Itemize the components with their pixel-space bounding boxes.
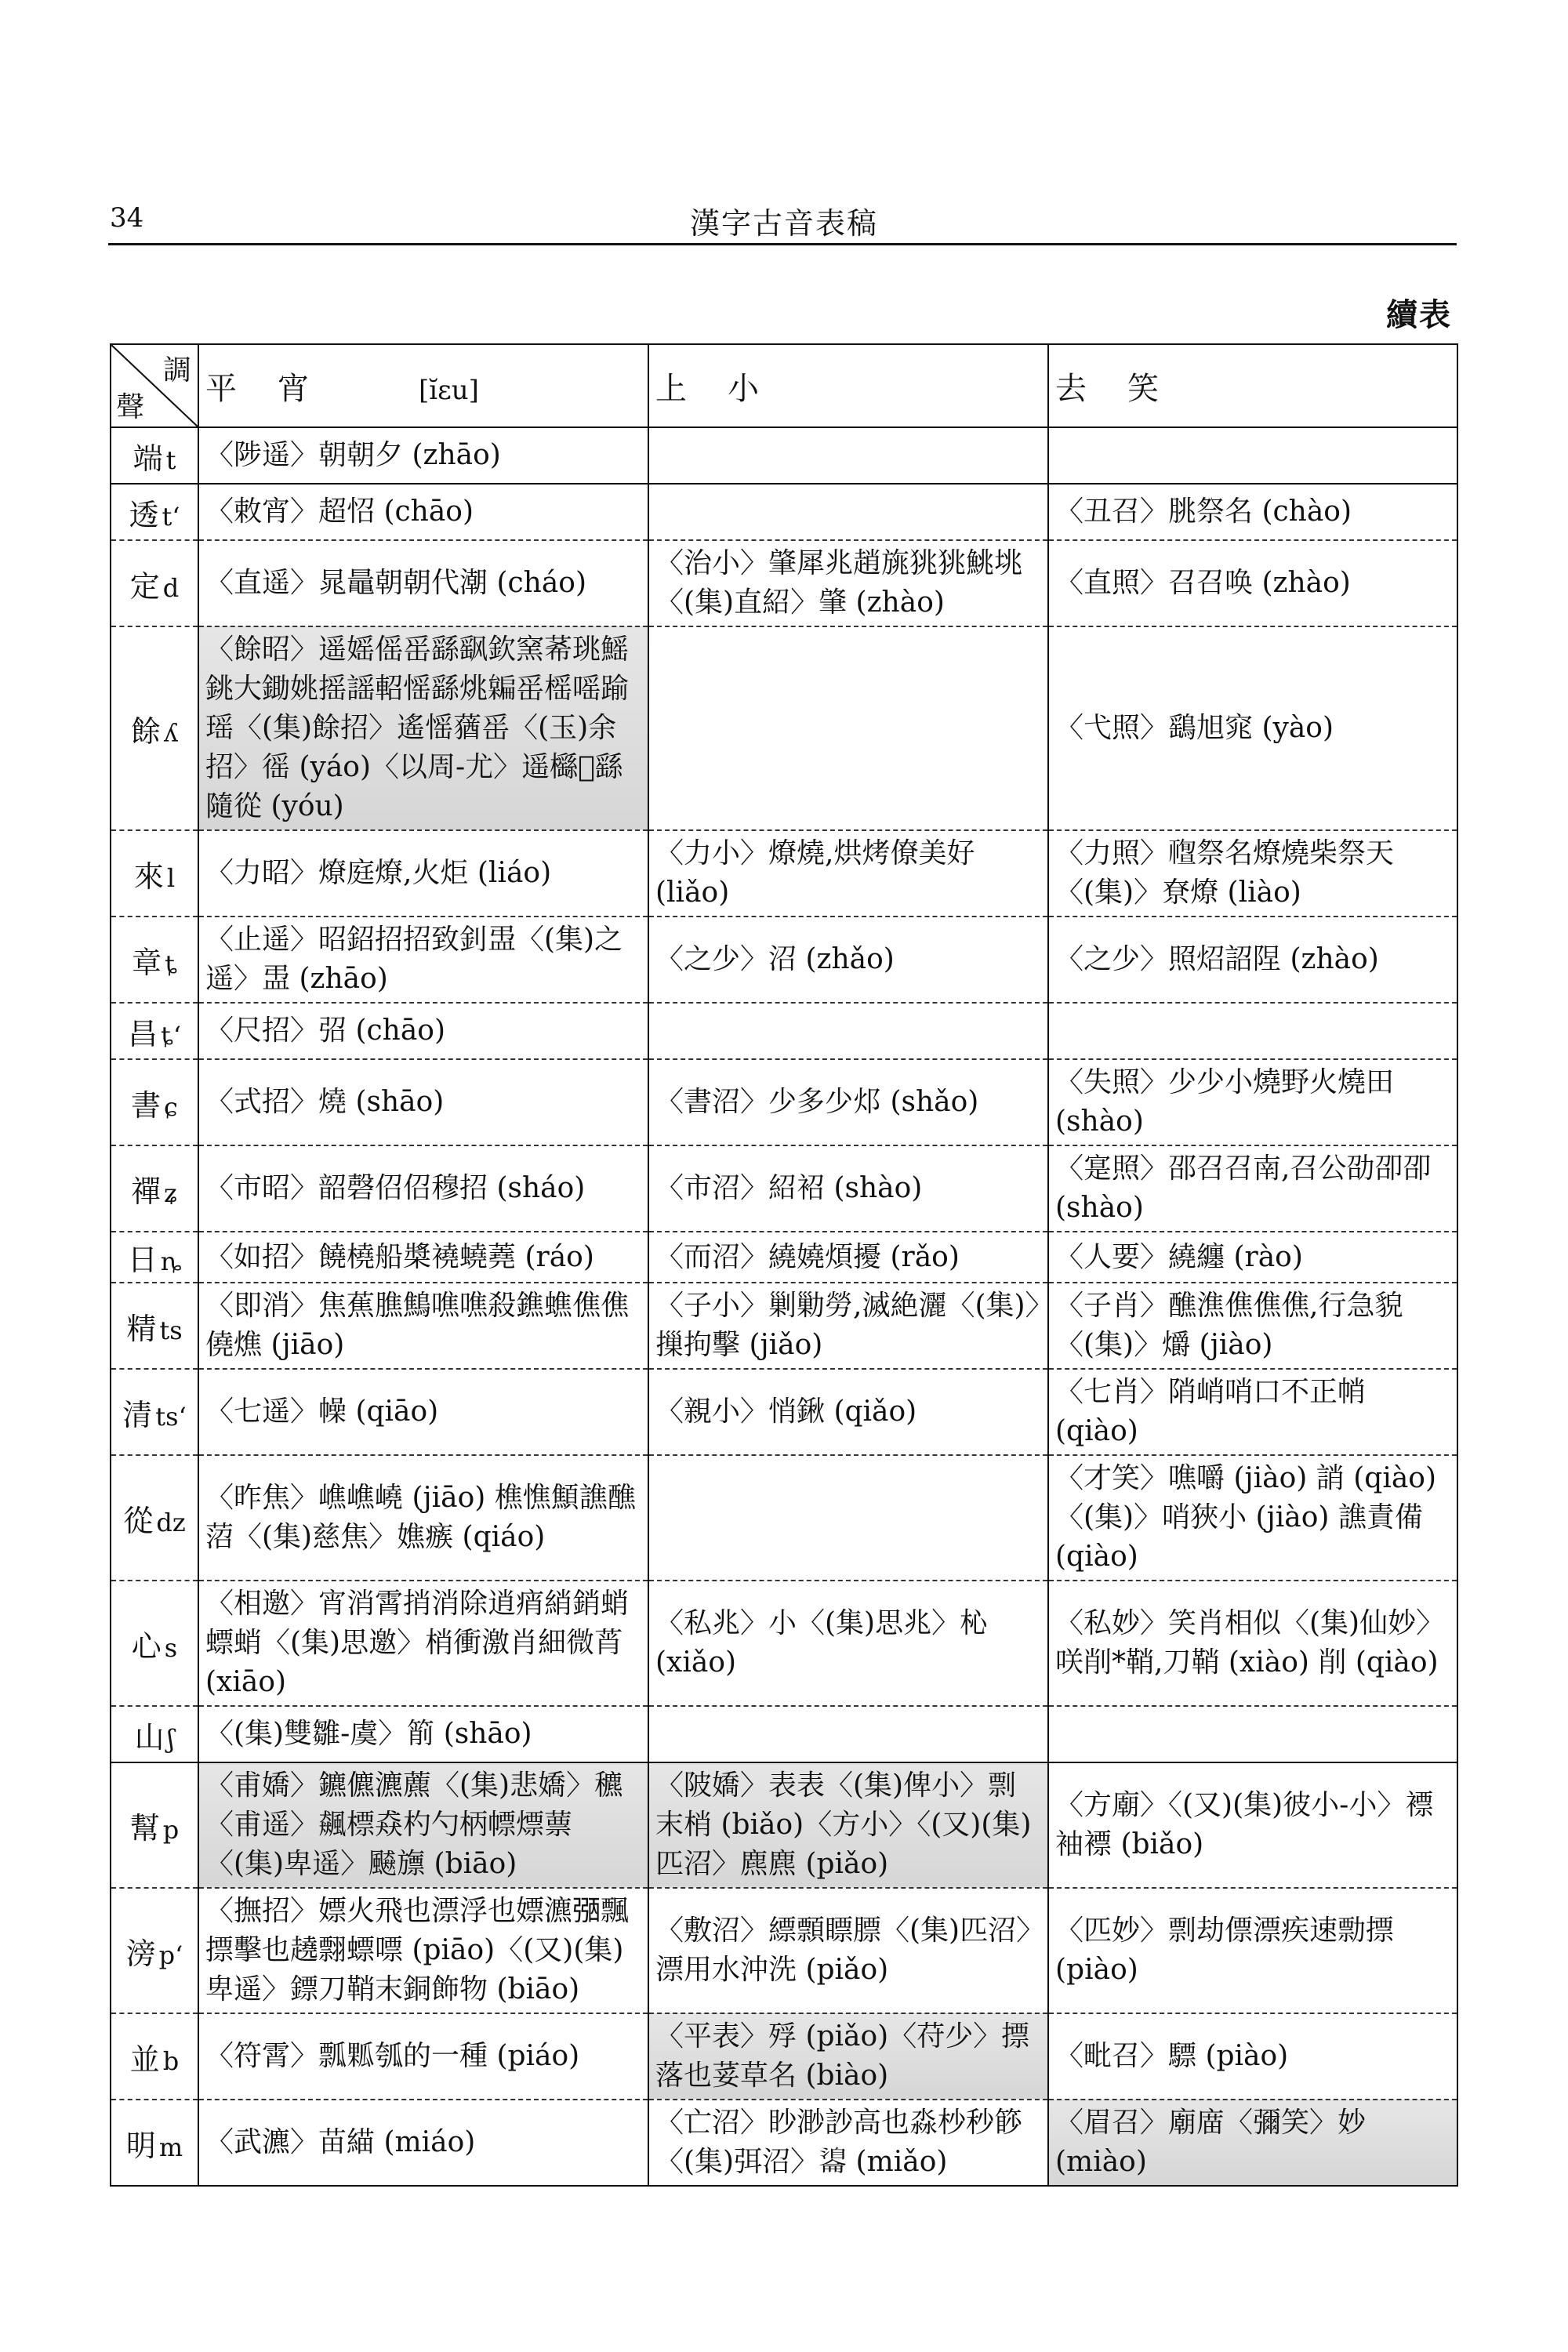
rhyme-cell (648, 1888, 1048, 2013)
rhyme-cell (1048, 1888, 1457, 2013)
cell-text: 〈相邀〉宵消霄捎消除逍痟綃銷蛸螵蛸〈(集)思邀〉梢衝激肖細微莦 (xiāo) (205, 1588, 630, 1698)
table-row (111, 2013, 1457, 2100)
rhyme-cell (648, 830, 1048, 916)
rhyme-cell (1048, 830, 1457, 916)
initial-character: 禪 (131, 1174, 162, 1209)
cell-text: 〈七肖〉陗峭哨口不正帩 (qiào) (1055, 1376, 1367, 1447)
table-header-row (111, 344, 1457, 427)
cell-text: 〈失照〉少少小燒野火燒田 (shào) (1055, 1066, 1395, 1138)
cell-text: 〈力昭〉燎庭燎,火炬 (liáo) (205, 857, 552, 889)
initial-character: 章 (132, 945, 162, 980)
rhyme-cell (198, 626, 648, 830)
initial-cell (111, 2013, 198, 2100)
rhyme-cell (1048, 540, 1457, 626)
initial-character: 日 (127, 1243, 158, 1277)
table-row (111, 1003, 1457, 1059)
initial-cell (111, 830, 198, 916)
column-header-qu (1048, 344, 1457, 427)
initial-ipa: s (164, 1632, 178, 1663)
table-row (111, 626, 1457, 830)
initial-character: 滂 (125, 1936, 156, 1971)
cell-text: 〈治小〉肇犀兆趙旐狣狣鮡垗〈(集)直紹〉肇 (zhào) (655, 547, 1023, 619)
table-row (111, 484, 1457, 540)
initial-ipa: ts (159, 1315, 183, 1345)
initial-character: 幫 (129, 1810, 160, 1846)
rhyme-cell (648, 1706, 1048, 1762)
initial-character: 清 (122, 1397, 153, 1432)
initial-ipa: ȵ (160, 1247, 182, 1276)
corner-cell (111, 344, 198, 427)
initial-character: 書 (131, 1087, 162, 1123)
cell-text: 〈之少〉照炤詔陧 (zhào) (1055, 943, 1379, 975)
rhyme-cell (198, 1232, 648, 1283)
cell-text: 〈即消〉焦蕉膲鷦噍噍殺鐎蟭僬僬僥燋 (jiāo) (205, 1290, 630, 1361)
rhyme-cell (1048, 1455, 1457, 1581)
cell-text: 〈甫嬌〉鑣儦瀌藨〈(集)悲嬌〉穮〈甫遥〉飆標猋杓勺柄幖熛蔈〈(集)卑遥〉飇旚 (biāo) (205, 1769, 623, 1880)
column-rhyme: 笑 (1127, 370, 1159, 407)
rhyme-cell (1048, 916, 1457, 1003)
initial-ipa: ȶ (165, 949, 177, 979)
rhyme-cell (1048, 2100, 1457, 2186)
initial-ipa: p (162, 1814, 180, 1845)
tone-label: 調 (162, 354, 191, 387)
cell-text: 〈如招〉饒橈船槳襓蟯蕘 (ráo) (205, 1240, 594, 1273)
cell-text: 〈子肖〉醮潐僬僬僬,行急貌〈(集)〉爝 (jiào) (1055, 1290, 1403, 1361)
rhyme-table (110, 343, 1458, 2187)
initial-ipa: ʃ (167, 1723, 175, 1754)
cell-text: 〈式招〉燒 (shāo) (205, 1086, 445, 1118)
cell-text: 〈毗召〉驃 (piào) (1055, 2040, 1289, 2072)
rhyme-cell (648, 1145, 1048, 1232)
continued-label: 續表 (1386, 296, 1452, 333)
initial-ipa: l (166, 862, 176, 893)
initial-ipa: b (162, 2045, 180, 2076)
rhyme-cell (198, 484, 648, 540)
initial-character: 並 (129, 2042, 160, 2077)
rhyme-cell (1048, 427, 1457, 484)
rhyme-cell (198, 540, 648, 626)
initial-cell (111, 1232, 198, 1283)
cell-text: 〈市昭〉韶磬佋佋穆招 (sháo) (205, 1172, 586, 1204)
rhyme-cell (198, 1581, 648, 1706)
rhyme-cell (648, 2100, 1048, 2186)
initial-ipa: m (158, 2132, 183, 2162)
cell-text: 〈子小〉剿勦勞,滅絶灑〈(集)〉摷拘擊 (jiǎo) (655, 1290, 1040, 1361)
column-tone: 平 (205, 370, 237, 407)
rhyme-cell (1048, 1283, 1457, 1369)
rhyme-cell (198, 1003, 648, 1059)
table-row (111, 1581, 1457, 1706)
initial-character: 餘 (130, 713, 161, 749)
cell-text: 〈武瀌〉苗緢 (miáo) (205, 2126, 476, 2158)
cell-text: 〈符霄〉瓢𤬁瓠的一種 (piáo) (205, 2040, 580, 2072)
rhyme-cell (648, 626, 1048, 830)
initial-character: 定 (129, 568, 160, 604)
rhyme-cell (1048, 1762, 1457, 1888)
cell-text: 〈撫招〉嫖火飛也漂浮也嫖瀌𢐀飄摽擊也趬翲螵嘌 (piāo)〈(又)(集)卑遥〉鏢刀鞘末銅飾物 (biāo) (205, 1895, 630, 2005)
rhyme-cell (198, 1283, 648, 1369)
initial-ipa: t (165, 445, 176, 475)
table-row (111, 540, 1457, 626)
rhyme-cell (198, 1455, 648, 1581)
column-tone: 上 (655, 370, 687, 407)
table-row (111, 427, 1457, 484)
cell-text: 〈私妙〉笑肖相似〈(集)仙妙〉咲削*鞘,刀鞘 (xiào) 削 (qiào) (1055, 1607, 1445, 1679)
rhyme-cell (648, 427, 1048, 484)
initial-cell (111, 2100, 198, 2186)
cell-text: 〈平表〉殍 (piǎo)〈苻少〉摽落也荽草名 (biào) (655, 2020, 1030, 2092)
rhyme-cell (648, 1369, 1048, 1455)
initial-cell (111, 1283, 198, 1369)
rhyme-cell (648, 1581, 1048, 1706)
table-row (111, 1145, 1457, 1232)
initial-cell (111, 626, 198, 830)
initial-ipa: tsʻ (155, 1401, 187, 1432)
rhyme-cell (648, 1762, 1048, 1888)
initial-ipa: ɕ (164, 1091, 178, 1122)
column-tone: 去 (1055, 370, 1087, 407)
initial-cell (111, 1581, 198, 1706)
cell-text: 〈丑召〉朓祭名 (chào) (1055, 495, 1352, 528)
cell-text: 〈私兆〉小〈(集)思兆〉杺 (xiǎo) (655, 1607, 989, 1679)
cell-text: 〈止遥〉昭鉊招招致釗盄〈(集)之遥〉盄 (zhāo) (205, 924, 623, 995)
rhyme-cell (648, 1232, 1048, 1283)
column-rhyme: 小 (728, 370, 759, 407)
initial-character: 端 (132, 441, 163, 476)
cell-text: 〈亡沼〉眇渺訬高也淼杪秒篎〈(集)弭沼〉𦤢 (miǎo) (655, 2107, 1023, 2178)
rhyme-cell (648, 2013, 1048, 2100)
initial-ipa: d (162, 572, 180, 603)
initial-ipa: pʻ (158, 1940, 183, 1970)
cell-text: 〈餘昭〉遥媱傜䍃繇飖欽窯莃珧鰩銚大鋤姚摇謡軺愮繇烑𣝜䍃榣嗂踰瑶〈(集)餘招〉遙愮蕕䍃〈(玉)余招〉徭 (yáo)〈以周-尤〉遥櫾𦡊繇隨從 (yóu) (205, 633, 630, 822)
cell-text: 〈眉召〉廟庿〈彌笑〉妙 (miào) (1055, 2107, 1367, 2178)
cell-text: 〈陂嬌〉表表〈(集)俾小〉剽末梢 (biǎo)〈方小〉〈(又)(集)匹沼〉麃麃 (piǎo) (655, 1769, 1032, 1880)
column-header-ping (198, 344, 648, 427)
initial-cell (111, 1369, 198, 1455)
cell-text: 〈尺招〉弨 (chāo) (205, 1014, 446, 1047)
table-row (111, 1283, 1457, 1369)
initial-cell (111, 540, 198, 626)
rhyme-cell (1048, 1706, 1457, 1762)
rhyme-cell (648, 1003, 1048, 1059)
cell-text: 〈親小〉悄鍬 (qiǎo) (655, 1396, 917, 1428)
cell-text: 〈力照〉𥛠祭名燎燒柴祭天〈(集)〉尞燎 (liào) (1055, 837, 1395, 909)
initial-character: 昌 (128, 1016, 158, 1051)
cell-text: 〈(集)雙雛-虞〉箾 (shāo) (205, 1718, 532, 1750)
initial-character: 山 (134, 1719, 165, 1755)
cell-text: 〈敷沼〉縹顠瞟膘〈(集)匹沼〉漂用水沖洗 (piǎo) (655, 1915, 1031, 1986)
header-rule (108, 243, 1457, 245)
initial-cell (111, 1145, 198, 1232)
cell-text: 〈之少〉沼 (zhǎo) (655, 943, 895, 975)
cell-text: 〈直照〉召召唤 (zhào) (1055, 567, 1351, 599)
initial-cell (111, 916, 198, 1003)
initial-character: 透 (129, 497, 159, 532)
table-row (111, 1888, 1457, 2013)
rhyme-cell (648, 540, 1048, 626)
initial-cell (111, 1455, 198, 1581)
rhyme-cell (648, 1059, 1048, 1145)
table-body (111, 427, 1457, 2186)
rhyme-cell (1048, 1003, 1457, 1059)
column-rhyme: 宵 (278, 370, 309, 407)
table-row (111, 1455, 1457, 1581)
initial-ipa: dz (156, 1507, 186, 1537)
table-row (111, 1232, 1457, 1283)
initial-character: 來 (133, 858, 164, 894)
rhyme-cell (198, 2013, 648, 2100)
cell-text: 〈七遥〉幧 (qiāo) (205, 1396, 439, 1428)
initial-ipa: tʻ (162, 501, 180, 532)
rhyme-cell (648, 916, 1048, 1003)
rhyme-cell (198, 1762, 648, 1888)
initial-cell (111, 1888, 198, 2013)
cell-text: 〈寔照〉邵召召南,召公劭卲卲 (shào) (1055, 1152, 1432, 1224)
rhyme-cell (1048, 626, 1457, 830)
cell-text: 〈陟遥〉朝朝夕 (zhāo) (205, 439, 501, 471)
table-row (111, 1369, 1457, 1455)
rhyme-cell (648, 484, 1048, 540)
table-row (111, 830, 1457, 916)
column-header-shang (648, 344, 1048, 427)
running-title: 漢字古音表稿 (689, 206, 878, 241)
rhyme-cell (198, 2100, 648, 2186)
rhyme-cell (1048, 1232, 1457, 1283)
initial-cell (111, 1706, 198, 1762)
table-row (111, 1762, 1457, 1888)
rhyme-cell (1048, 1145, 1457, 1232)
initial-ipa: ȶʻ (161, 1020, 181, 1051)
rhyme-cell (198, 427, 648, 484)
rhyme-cell (198, 1369, 648, 1455)
initial-ipa: ʑ (164, 1178, 178, 1208)
cell-text: 〈而沼〉繞嬈煩擾 (rǎo) (655, 1240, 960, 1273)
table-row (111, 916, 1457, 1003)
initial-cell (111, 1003, 198, 1059)
rhyme-cell (198, 1706, 648, 1762)
cell-text: 〈直遥〉晁鼂朝朝代潮 (cháo) (205, 567, 587, 599)
rhyme-cell (648, 1455, 1048, 1581)
rhyme-cell (1048, 484, 1457, 540)
table-row (111, 2100, 1457, 2186)
cell-text: 〈敕宵〉超怊 (chāo) (205, 495, 474, 528)
cell-text: 〈市沼〉紹袑 (shào) (655, 1172, 923, 1204)
initial-character: 心 (131, 1628, 162, 1664)
initial-label: 聲 (116, 391, 145, 423)
cell-text: 〈昨焦〉嶕嶕嶢 (jiāo) 樵憔顦譙醮菬〈(集)慈焦〉嫶瘯 (qiáo) (205, 1482, 636, 1553)
rhyme-cell (198, 1059, 648, 1145)
cell-text: 〈人要〉繞纏 (rào) (1055, 1240, 1303, 1273)
table-row (111, 1059, 1457, 1145)
initial-ipa: ʎ (163, 717, 179, 748)
cell-text: 〈力小〉燎燒,烘烤僚美好 (liǎo) (655, 837, 975, 909)
rhyme-cell (1048, 1059, 1457, 1145)
column-ipa: [ĭɛu] (419, 374, 479, 406)
initial-cell (111, 484, 198, 540)
rhyme-cell (198, 830, 648, 916)
rhyme-cell (198, 916, 648, 1003)
rhyme-cell (1048, 2013, 1457, 2100)
cell-text: 〈書沼〉少多少邩 (shǎo) (655, 1086, 979, 1118)
table-row (111, 1706, 1457, 1762)
rhyme-cell (648, 1283, 1048, 1369)
initial-cell (111, 427, 198, 484)
initial-character: 從 (123, 1503, 154, 1538)
rhyme-cell (1048, 1369, 1457, 1455)
cell-text: 〈才笑〉噍嚼 (jiào) 誚 (qiào)〈(集)〉哨狹小 (jiào) 譙責備 (qiào) (1055, 1462, 1437, 1573)
rhyme-cell (198, 1888, 648, 2013)
initial-cell (111, 1762, 198, 1888)
rhyme-cell (1048, 1581, 1457, 1706)
page-number: 34 (110, 202, 144, 234)
cell-text: 〈匹妙〉剽劫僄漂疾速勡摽 (piào) (1055, 1915, 1395, 1986)
initial-cell (111, 1059, 198, 1145)
cell-text: 〈弋照〉鷂旭窕 (yào) (1055, 712, 1334, 744)
cell-text: 〈方廟〉〈(又)(集)彼小-小〉褾袖褾 (biǎo) (1055, 1789, 1434, 1860)
initial-character: 明 (125, 2128, 156, 2163)
initial-character: 精 (126, 1311, 157, 1346)
rhyme-cell (198, 1145, 648, 1232)
